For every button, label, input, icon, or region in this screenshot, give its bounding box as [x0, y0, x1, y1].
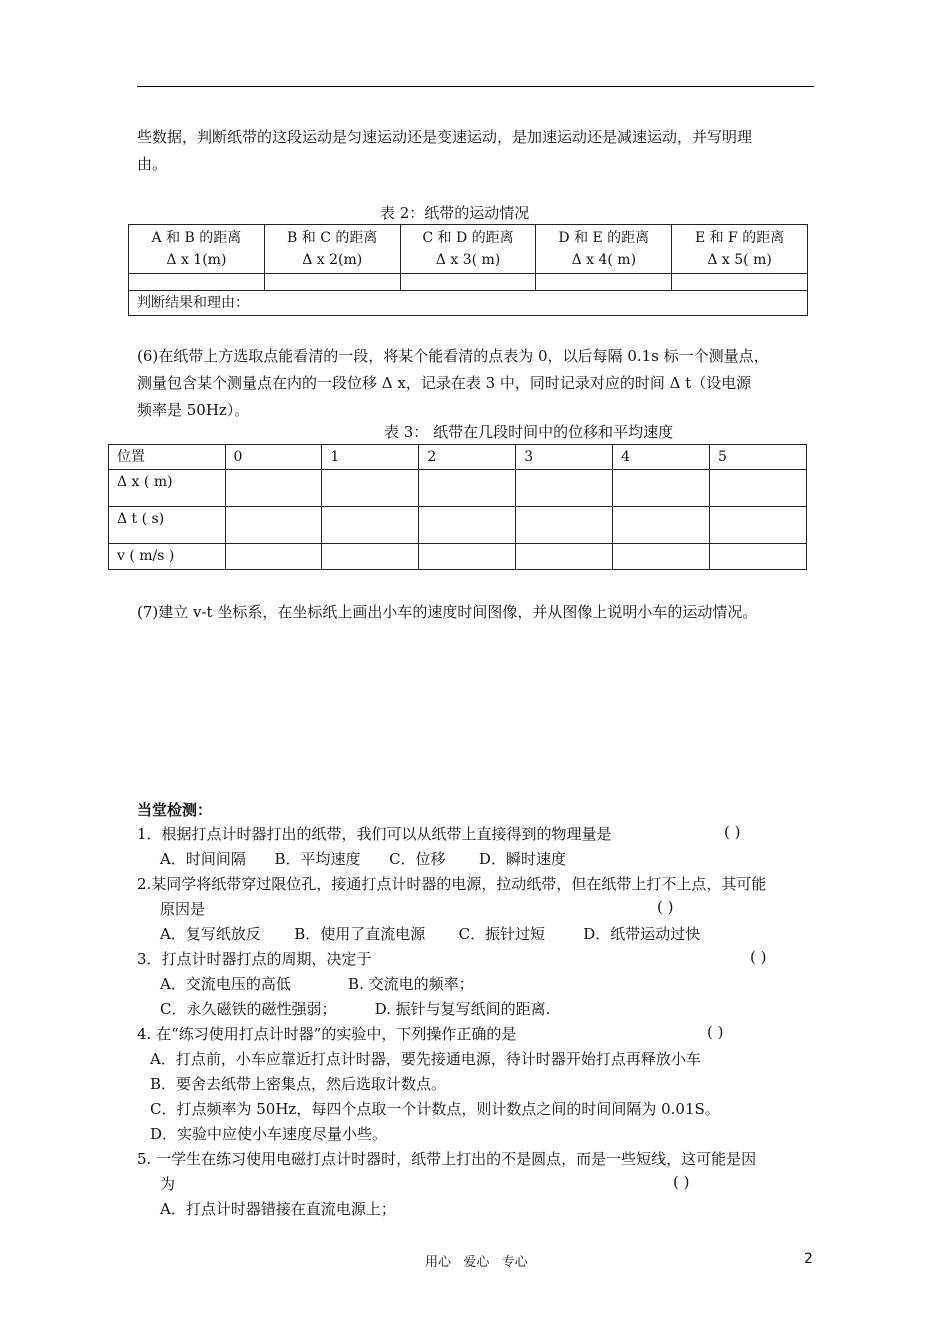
table2-value-cell[interactable] [129, 274, 265, 291]
step6-line-3: 频率是 50Hz）。 [137, 401, 250, 419]
table2-value-row [129, 274, 808, 291]
table3-cell[interactable] [516, 507, 613, 544]
table3-header-cell: 0 [225, 445, 322, 470]
table2-header-cell: D 和 E 的距离 Δ x 4( m) [536, 225, 672, 274]
table3-caption: 表 3： 纸带在几段时间中的位移和平均速度 [384, 423, 674, 441]
table3-cell[interactable] [225, 470, 322, 507]
table3-header-cell: 5 [710, 445, 807, 470]
table3-cell[interactable] [710, 470, 807, 507]
table3-cell[interactable] [613, 470, 710, 507]
table3-header-cell: 3 [516, 445, 613, 470]
table3-cell[interactable] [322, 544, 419, 570]
step7-text: (7)建立 v-t 坐标系，在坐标纸上画出小车的速度时间图像，并从图像上说明小车的运动情况。 [137, 603, 758, 621]
table3-header-cell: 2 [419, 445, 516, 470]
q1-options: A．时间间隔 B．平均速度 C．位移 D．瞬时速度 [160, 850, 566, 868]
table3-row-label: Δ t ( s) [109, 507, 226, 544]
q5-stem: 5. 一学生在练习使用电磁打点计时器时，纸带上打出的不是圆点，而是一些短线，这可能是因 [137, 1150, 757, 1168]
step6-paragraph [137, 343, 837, 424]
table3 [108, 444, 807, 570]
table3-cell[interactable] [322, 507, 419, 544]
page-number: 2 [804, 1251, 813, 1267]
q4-option-c: C．打点频率为 50Hz，每四个点取一个计数点，则计数点之间的时间间隔为 0.01S。 [150, 1100, 720, 1118]
q5-answer-paren[interactable]: ( ) [673, 1173, 690, 1191]
table3-cell[interactable] [419, 507, 516, 544]
table3-row-v [109, 544, 807, 570]
table3-row-dx [109, 470, 807, 507]
table2-value-cell[interactable] [672, 274, 808, 291]
q2-answer-paren[interactable]: ( ) [657, 898, 674, 916]
intro-paragraph [137, 124, 817, 178]
step6-line-1: (6)在纸带上方选取点能看清的一段，将某个能看清的点表为 0，以后每隔 0.1s 标一个测量点， [137, 347, 769, 365]
q2-stem: 2.某同学将纸带穿过限位孔，接通打点计时器的电源，拉动纸带，但在纸带上打不上点，其可能 [137, 875, 767, 893]
table3-cell[interactable] [516, 544, 613, 570]
q5-option-a: A．打点计时器错接在直流电源上； [160, 1200, 396, 1218]
table2 [128, 224, 808, 316]
q3-stem: 3．打点计时器打点的周期，决定于 [137, 950, 372, 968]
q4-answer-paren[interactable]: ( ) [707, 1023, 724, 1041]
table3-row-label: Δ x ( m) [109, 470, 226, 507]
table2-header-cell: C 和 D 的距离 Δ x 3( m) [400, 225, 536, 274]
intro-line-2: 由。 [137, 155, 168, 173]
q3-answer-paren[interactable]: ( ) [750, 948, 767, 966]
table3-cell[interactable] [225, 507, 322, 544]
table2-header-cell: A 和 B 的距离 Δ x 1(m) [129, 225, 265, 274]
table2-judge-cell[interactable]: 判断结果和理由： [129, 291, 808, 316]
q4-option-b: B．要舍去纸带上密集点，然后选取计数点。 [150, 1075, 447, 1093]
table3-header-cell: 位置 [109, 445, 226, 470]
table3-row-dt [109, 507, 807, 544]
q3-option-line-1: A．交流电压的高低 B. 交流电的频率； [160, 975, 474, 993]
table3-header-row [109, 445, 807, 470]
q3-option-line-2: C．永久磁铁的磁性强弱； D. 振针与复写纸间的距离. [160, 1000, 551, 1018]
q5-stem-2: 为 [160, 1175, 176, 1193]
table3-cell[interactable] [322, 470, 419, 507]
table2-value-cell[interactable] [536, 274, 672, 291]
table2-header-cell: E 和 F 的距离 Δ x 5( m) [672, 225, 808, 274]
intro-line-1: 些数据，判断纸带的这段运动是匀速运动还是变速运动，是加速运动还是减速运动，并写明理 [137, 128, 753, 146]
table3-cell[interactable] [419, 544, 516, 570]
table3-cell[interactable] [613, 507, 710, 544]
q4-stem: 4. 在“练习使用打点计时器”的实验中，下列操作正确的是 [137, 1025, 517, 1043]
table2-judge-row [129, 291, 808, 316]
step6-line-2: 测量包含某个测量点在内的一段位移 Δ x，记录在表 3 中，同时记录对应的时间 Δ t（设电源 [137, 374, 752, 392]
table3-header-cell: 4 [613, 445, 710, 470]
table2-header-row [129, 225, 808, 274]
table2-caption: 表 2：纸带的运动情况 [380, 204, 530, 222]
q1-answer-paren[interactable]: ( ) [724, 823, 741, 841]
table3-cell[interactable] [710, 507, 807, 544]
q4-option-d: D．实验中应使小车速度尽量小些。 [150, 1125, 388, 1143]
table2-value-cell[interactable] [400, 274, 536, 291]
table3-cell[interactable] [419, 470, 516, 507]
q2-stem-2: 原因是 [160, 900, 206, 918]
q2-options: A．复写纸放反 B．使用了直流电源 C．振针过短 D．纸带运动过快 [160, 925, 701, 943]
table3-cell[interactable] [710, 544, 807, 570]
table3-cell[interactable] [516, 470, 613, 507]
header-rule [137, 86, 814, 87]
table3-row-label: v ( m/s ) [109, 544, 226, 570]
table3-header-cell: 1 [322, 445, 419, 470]
footer-slogan: 用心 爱心 专心 [425, 1255, 528, 1270]
q4-option-a: A．打点前，小车应靠近打点计时器，要先接通电源，待计时器开始打点再释放小车 [150, 1050, 701, 1068]
table3-cell[interactable] [225, 544, 322, 570]
table3-cell[interactable] [613, 544, 710, 570]
section-title: 当堂检测： [137, 801, 213, 819]
q1-stem: 1．根据打点计时器打出的纸带，我们可以从纸带上直接得到的物理量是 [137, 825, 612, 843]
table2-value-cell[interactable] [264, 274, 400, 291]
table2-header-cell: B 和 C 的距离 Δ x 2(m) [264, 225, 400, 274]
